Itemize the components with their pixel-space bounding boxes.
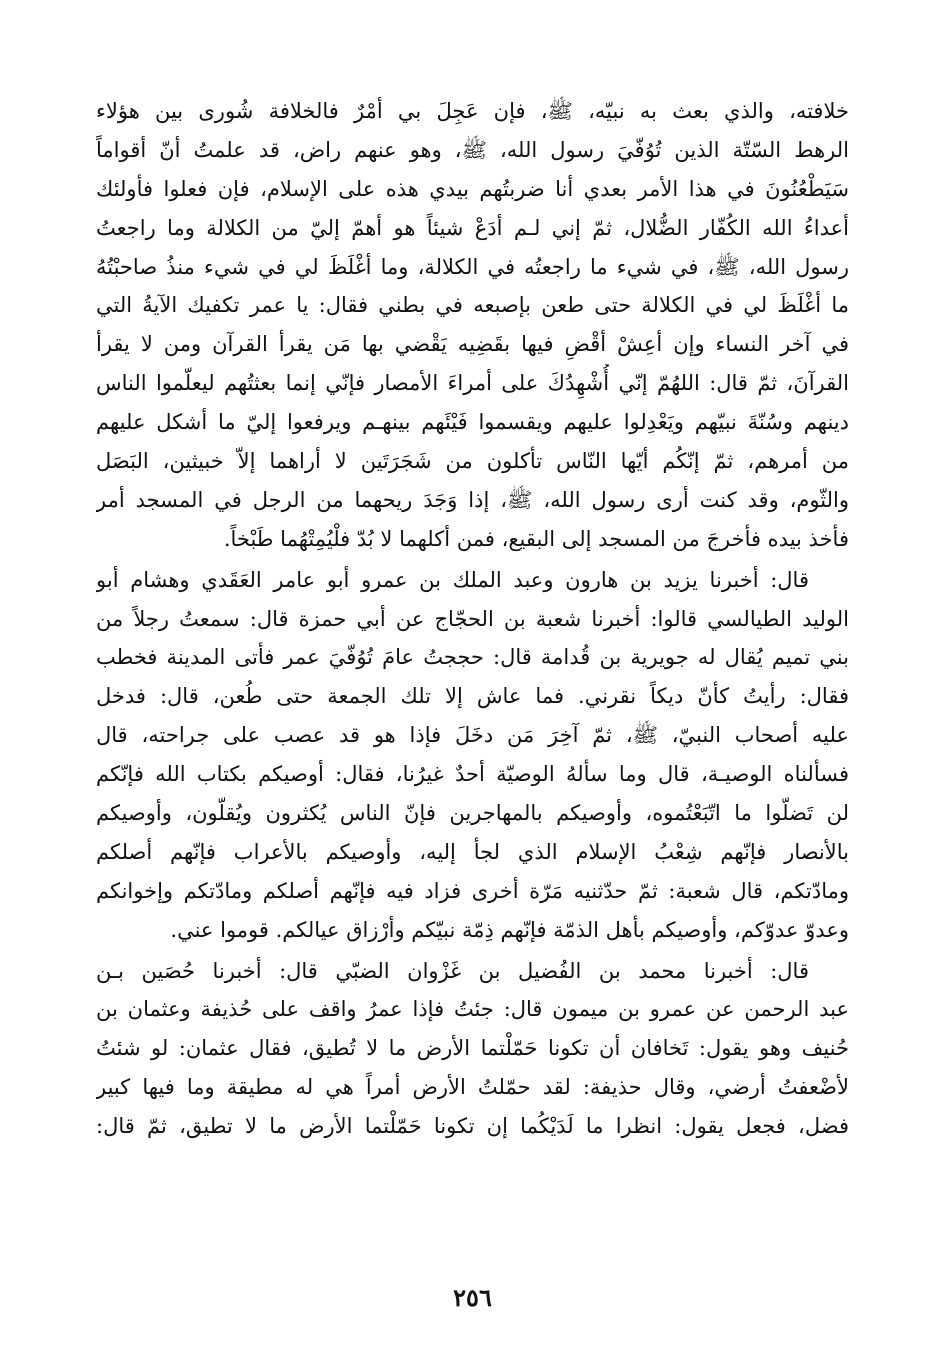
text-line: سَيَطْعُنُونَ في هذا الأمر بعدي أنا ضربتُهم بيدي هذه على الإسلام، فإن فعلوا فأولئك [96, 176, 849, 201]
text-line: والثّوم، وقد كنت أرى رسول الله، ﷺ، إذا وَجَدَ ريحهما من الرجل في المسجد أمر [96, 487, 849, 512]
text-line: قال: أخبرنا يزيد بن هارون وعبد الملك بن عمرو أبو عامر العَقَدي وهشام أبو [96, 567, 809, 592]
text-line: خلافته، والذي بعث به نبيّه، ﷺ، فإن عَجِلَ بي أمْرٌ فالخلافة شُورى بين هؤلاء [96, 99, 849, 123]
text-line: دينهم وسُنّةَ نبيّهم ويَعْدِلوا عليهم ويقسموا فَيْئَهم بينهـم ويرفعوا إليّ ما أشكل عليهم [96, 410, 849, 435]
text-line: بني تميم يُقال له جويرية بن قُدامة قال: حججتُ عامَ تُوُفّيَ عمر فأتى المدينة فخطب [96, 645, 849, 670]
text-line: بالأنصار فإنّهم شِعْبُ الإسلام الذي لجأ إليه، وأوصيكم بالأعراب فإنّهم أصلكم [96, 839, 849, 864]
text-line: لن تَضلّوا ما اتّبَعْتُموه، وأوصيكم بالمهاجرين فإنّ الناس يُكثرون ويُقلّون، وأوصيكم [96, 801, 849, 826]
text-line: عبد الرحمن عن عمرو بن ميمون قال: جئتُ فإذا عمرُ واقف على حُذيفة وعثمان بن [96, 997, 849, 1022]
paragraph-1 [96, 92, 849, 559]
text-line: قال: أخبرنا محمد بن الفُضيل بن غَزْوان الضبّي قال: أخبرنا حُصَين بـن [96, 958, 809, 983]
text-line: رسول الله، ﷺ، في شيء ما راجعتُه في الكلالة، وما أغْلَظَ لي في شيء منذُ صاحبْتُهُ [96, 254, 849, 279]
text-line: عليه أصحاب النبيّ، ﷺ، ثمّ آخِرَ مَن دخَلَ فإذا هو قد عصب على جراحته، قال [96, 723, 849, 748]
text-line: فأخذ بيده فأخرجَ من المسجد إلى البقيع، فمن أكلهما لا بُدّ فلْيُمِتْهُما طَبْخاً. [223, 526, 849, 551]
text-line: لأضْعفتُ أرضي، وقال حذيفة: لقد حمّلتُ الأرض أمراً هي له مطيقة وما فيها كبير [96, 1075, 849, 1100]
page-number: ٢٥٦ [453, 1283, 492, 1312]
paragraph-2 [96, 561, 849, 950]
text-line: ومادّتكم، قال شعبة: ثمّ حدّثنيه مَرّة أخرى فزاد فيه فإنّهم أصلكم ومادّتكم وإخوانكم [96, 878, 849, 903]
text-line: من أمرهم، ثمّ إنّكُم أيّها النّاس تأكلون من شَجَرَتَين لا أراهما إلاّ خبيثين، البَصَل [96, 449, 849, 474]
paragraph-3 [96, 952, 849, 1146]
text-line: أعداءُ الله الكُفّار الضُّلال، ثمّ إني لـم أدَعْ شيئاً هو أهمّ إليّ من الكلالة وما راجعتُ [96, 215, 849, 240]
text-line: الوليد الطيالسي قالوا: أخبرنا شعبة بن الحجّاج عن أبي حمزة قال: سمعتُ رجلاً من [96, 606, 849, 631]
text-line: وعدوّ عدوّكم، وأوصيكم بأهل الذمّة فإنّهم ذِمّة نبيّكم وأرْزاق عيالكم. قوموا عني. [170, 917, 849, 942]
text-line: الرهط السّتّة الذين تُوُفّيَ رسول الله، ﷺ، وهو عنهم راض، قد علمتُ أنّ أقواماً [96, 137, 849, 162]
text-line: فضل، فجعل يقول: انظرا ما لَدَيْكُما إن تكونا حَمّلْتما الأرض ما لا تطيق، ثمّ قال: [96, 1114, 849, 1139]
body-text [96, 92, 849, 1146]
text-line: حُنيف وهو يقول: تَخافان أن تكونا حَمّلْتما الأرض ما لا تُطيق، فقال عثمان: لو شئتُ [96, 1036, 849, 1061]
text-line: فسألناه الوصيـة، قال وما سألهُ الوصيّة أحدٌ غيرُنا، فقال: أوصيكم بكتاب الله فإنّكم [96, 762, 849, 787]
text-line: فقال: رأيتُ كأنّ ديكاً نقرني. فما عاش إلا تلك الجمعة حتى طُعن، قال: فدخل [96, 684, 849, 709]
text-line: في آخر النساء وإن أعِشْ أقْضِ فيها بقَضِيه يَقْضي بها مَن يقرأ القرآن ومن لا يقرأ [96, 332, 849, 357]
text-line: القرآنَ، ثمّ قال: اللهُمّ إنّي أُشْهِدُكَ على أمراءَ الأمصار فإنّي إنما بعثتُهم ليعلّموا الناس [96, 371, 849, 396]
text-line: ما أغْلَظَ لي في الكلالة حتى طعن بإصبعه في بطني فقال: يا عمر تكفيك الآيةُ التي [96, 293, 849, 318]
